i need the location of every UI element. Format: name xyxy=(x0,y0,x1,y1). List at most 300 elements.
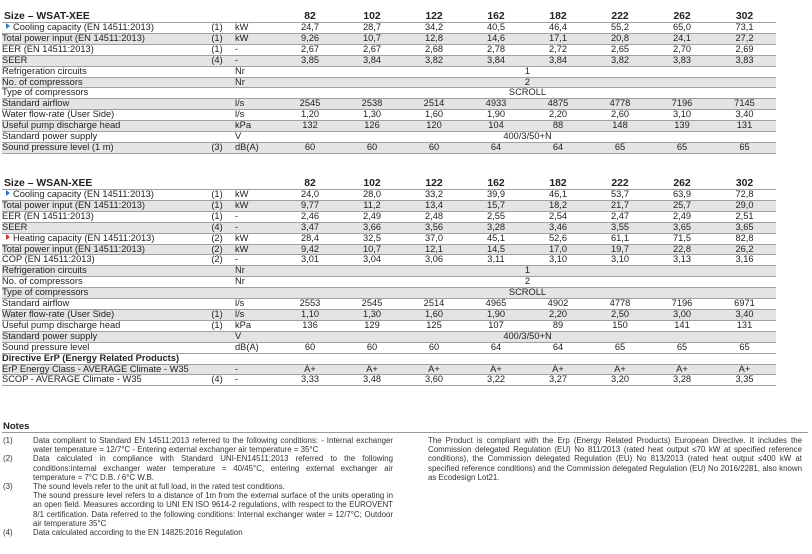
data-cell: 3,46 xyxy=(527,222,589,233)
unit-cell: - xyxy=(235,222,279,233)
row-label xyxy=(2,33,199,44)
row-label-text: EER (EN 14511:2013) xyxy=(2,211,94,221)
row-label xyxy=(2,142,199,153)
row-label xyxy=(2,288,199,299)
span-value: SCROLL xyxy=(279,288,776,299)
data-cell: 3,85 xyxy=(279,55,341,66)
data-cell: 2,67 xyxy=(341,44,403,55)
data-cell: 4965 xyxy=(465,299,527,310)
notes-list xyxy=(3,436,393,537)
data-cell: A+ xyxy=(341,364,403,375)
size-value: 262 xyxy=(651,11,713,23)
data-cell: 88 xyxy=(527,121,589,132)
note-text: The sound pressure level refers to a distance of 1m from the external surface of the units operating in an open field. Measures according to UNI EN ISO 9614-2 regulations, with respect to the EUROVENT 8/1 certification. Data referred to the following conditions: Internal exchanger water = 12/7°C; Outdoor air temperature 35°C xyxy=(33,491,393,528)
data-cell: 27,2 xyxy=(713,33,776,44)
span-value: SCROLL xyxy=(279,88,776,99)
row-label-text: SEER xyxy=(2,222,28,232)
data-cell: 2545 xyxy=(341,299,403,310)
data-cell xyxy=(651,353,713,364)
spec-row xyxy=(2,200,776,211)
note-cell xyxy=(199,132,235,143)
note-number: (4) xyxy=(3,528,13,538)
note-item xyxy=(3,454,393,482)
data-cell: 2545 xyxy=(279,99,341,110)
data-cell: 2,47 xyxy=(589,211,651,222)
data-cell: 55,2 xyxy=(589,23,651,34)
row-label xyxy=(2,66,199,77)
unit-cell: V xyxy=(235,331,279,342)
note-number xyxy=(3,491,33,528)
size-value: 222 xyxy=(589,178,651,190)
data-cell: 2,67 xyxy=(279,44,341,55)
size-value: 82 xyxy=(279,178,341,190)
directive-label: Directive ErP (Energy Related Products) xyxy=(2,353,279,364)
data-cell: 2,55 xyxy=(465,211,527,222)
row-label-text: Standard airflow xyxy=(2,298,70,309)
size-value: 262 xyxy=(651,178,713,190)
data-cell: 3,16 xyxy=(713,255,776,266)
note-cell: (4) xyxy=(199,55,235,66)
data-cell: 150 xyxy=(589,320,651,331)
data-cell: 4778 xyxy=(589,299,651,310)
data-cell xyxy=(589,353,651,364)
data-cell: 4875 xyxy=(527,99,589,110)
data-cell: 2,49 xyxy=(341,211,403,222)
data-cell: 65 xyxy=(651,142,713,153)
data-cell: 4902 xyxy=(527,299,589,310)
data-cell: 71,5 xyxy=(651,233,713,244)
data-cell: 136 xyxy=(279,320,341,331)
note-cell: (1) xyxy=(199,23,235,34)
note-cell xyxy=(199,110,235,121)
data-cell: 15,7 xyxy=(465,200,527,211)
row-label-text: Useful pump discharge head xyxy=(2,320,121,330)
spec-row-span xyxy=(2,331,776,342)
note-item xyxy=(3,491,393,528)
row-label-text: Water flow-rate (User Side) xyxy=(2,109,115,120)
note-cell: (1) xyxy=(199,200,235,211)
row-label xyxy=(2,244,199,255)
spec-row xyxy=(2,23,776,34)
notes-title: Notes xyxy=(3,421,30,432)
unit-cell: l/s xyxy=(235,299,279,310)
row-label xyxy=(2,23,199,34)
row-label-text: Type of compressors xyxy=(2,87,89,98)
unit-cell: l/s xyxy=(235,110,279,121)
data-cell: 2,51 xyxy=(713,211,776,222)
data-cell: 45,1 xyxy=(465,233,527,244)
data-cell: 132 xyxy=(279,121,341,132)
data-cell: 2,69 xyxy=(713,44,776,55)
data-cell: 1,90 xyxy=(465,110,527,121)
note-item xyxy=(3,528,393,537)
data-cell: 2553 xyxy=(279,299,341,310)
note-cell xyxy=(199,299,235,310)
note-item xyxy=(3,482,393,491)
size-value: 162 xyxy=(465,11,527,23)
data-cell: 3,84 xyxy=(341,55,403,66)
data-cell: 2,70 xyxy=(651,44,713,55)
data-cell: 60 xyxy=(341,142,403,153)
data-cell: 2,78 xyxy=(465,44,527,55)
cooling-arrow-icon xyxy=(6,190,10,196)
size-value: 302 xyxy=(713,11,776,23)
data-cell: 32,5 xyxy=(341,233,403,244)
unit-cell: kW xyxy=(235,23,279,34)
row-label xyxy=(2,211,199,222)
data-cell: 64 xyxy=(527,142,589,153)
data-cell xyxy=(465,353,527,364)
data-cell: 3,83 xyxy=(651,55,713,66)
data-cell: 14,5 xyxy=(465,244,527,255)
row-label-text: Refrigeration circuits xyxy=(2,66,87,76)
heating-arrow-icon xyxy=(6,234,10,240)
data-cell: 82,8 xyxy=(713,233,776,244)
span-value: 2 xyxy=(279,277,776,288)
data-cell: 25,7 xyxy=(651,200,713,211)
data-cell: 65 xyxy=(713,342,776,353)
data-cell: 107 xyxy=(465,320,527,331)
spec-row-span xyxy=(2,77,776,88)
note-cell: (1) xyxy=(199,211,235,222)
data-cell: 125 xyxy=(403,320,465,331)
row-label xyxy=(2,44,199,55)
data-cell: 10,7 xyxy=(341,33,403,44)
note-text: Data calculated according to the EN 14825:2016 Regulation xyxy=(33,528,243,538)
data-cell: 2514 xyxy=(403,99,465,110)
data-cell: 9,26 xyxy=(279,33,341,44)
row-label xyxy=(2,121,199,132)
data-cell: 7145 xyxy=(713,99,776,110)
data-cell: 28,7 xyxy=(341,23,403,34)
data-cell: 120 xyxy=(403,121,465,132)
size-label: Size – WSAT-XEE xyxy=(2,11,199,23)
data-cell: 1,90 xyxy=(465,309,527,320)
row-label xyxy=(2,277,199,288)
unit-cell: dB(A) xyxy=(235,342,279,353)
spec-row-span xyxy=(2,88,776,99)
data-cell: A+ xyxy=(465,364,527,375)
data-cell: 1,10 xyxy=(279,309,341,320)
data-cell: 2,46 xyxy=(279,211,341,222)
data-cell: 63,9 xyxy=(651,190,713,201)
note-cell xyxy=(199,277,235,288)
spec-row xyxy=(2,342,776,353)
data-cell: 60 xyxy=(341,342,403,353)
data-cell: 2538 xyxy=(341,99,403,110)
span-value: 400/3/50+N xyxy=(279,331,776,342)
size-header-row xyxy=(2,11,776,23)
data-cell: A+ xyxy=(713,364,776,375)
data-cell: 13,4 xyxy=(403,200,465,211)
spec-row-span xyxy=(2,266,776,277)
row-label xyxy=(2,255,199,266)
unit-cell: Nr xyxy=(235,66,279,77)
unit-cell: - xyxy=(235,55,279,66)
size-value: 182 xyxy=(527,11,589,23)
data-cell: 3,00 xyxy=(651,309,713,320)
row-label xyxy=(2,233,199,244)
data-cell: 72,8 xyxy=(713,190,776,201)
data-cell: 3,28 xyxy=(465,222,527,233)
note-number: (2) xyxy=(3,454,13,464)
data-cell: 4778 xyxy=(589,99,651,110)
data-cell: 3,83 xyxy=(713,55,776,66)
data-cell: 65,0 xyxy=(651,23,713,34)
data-cell: 1,30 xyxy=(341,309,403,320)
note-cell: (2) xyxy=(199,244,235,255)
data-cell: A+ xyxy=(651,364,713,375)
data-cell: 3,84 xyxy=(527,55,589,66)
data-cell: 2,65 xyxy=(589,44,651,55)
note-text: Data calculated in compliance with Standard UNI-EN14511:2013 referred to the following conditions:internal exchanger water temperature = 40/45°C, entering external exchanger air temperature = 7°C D.B. / 6°C W.B. xyxy=(33,454,393,482)
data-cell: 3,10 xyxy=(589,255,651,266)
data-cell: 39,9 xyxy=(465,190,527,201)
cooling-arrow-icon xyxy=(6,23,10,29)
note-cell: (1) xyxy=(199,44,235,55)
unit-cell xyxy=(235,178,279,190)
data-cell: 139 xyxy=(651,121,713,132)
data-cell: 131 xyxy=(713,320,776,331)
data-cell: 60 xyxy=(403,342,465,353)
unit-cell: kW xyxy=(235,33,279,44)
data-cell xyxy=(341,353,403,364)
data-cell: 3,84 xyxy=(465,55,527,66)
size-value: 302 xyxy=(713,178,776,190)
unit-cell: - xyxy=(235,44,279,55)
unit-cell: - xyxy=(235,364,279,375)
data-cell: 2,49 xyxy=(651,211,713,222)
row-label-text: Useful pump discharge head xyxy=(2,120,121,131)
data-cell: 3,01 xyxy=(279,255,341,266)
note-text: Data compliant to Standard EN 14511:2013 referred to the following conditions: - Internal exchanger water temperature = 12/7°C - Entering external exchanger air temperature = 35°C xyxy=(33,436,393,455)
row-label-text: Cooling capacity (EN 14511:2013) xyxy=(13,22,154,32)
row-label-text: ErP Energy Class - AVERAGE Climate - W35 xyxy=(2,364,189,374)
data-cell: 21,7 xyxy=(589,200,651,211)
data-cell: 89 xyxy=(527,320,589,331)
erp-compliance-note: The Product is compliant with the Erp (Energy Related Products) European Directive. It includes the Commission delegated Regulation (EU) No 811/2013 (rated heat output ≤70 kW at specified reference conditions), the Commission delegated Regulation (EU) No 813/2013 (rated heat output ≤400 kW at specified reference conditions) and the Commission delegated Regulation (EU) No 2016/2281, also known as Ecodesign Lot21. xyxy=(428,436,802,482)
note-cell: (2) xyxy=(199,255,235,266)
data-cell: 3,56 xyxy=(403,222,465,233)
data-cell: 3,40 xyxy=(713,110,776,121)
unit-cell xyxy=(235,88,279,99)
size-value: 82 xyxy=(279,11,341,23)
data-cell: 2,60 xyxy=(589,110,651,121)
data-cell: 33,2 xyxy=(403,190,465,201)
notes-divider xyxy=(2,432,808,433)
row-label xyxy=(2,132,199,143)
row-label xyxy=(2,200,199,211)
data-cell: 2,20 xyxy=(527,309,589,320)
spec-row xyxy=(2,222,776,233)
row-label-text: SCOP - AVERAGE Climate - W35 xyxy=(2,374,142,385)
data-cell: 3,82 xyxy=(589,55,651,66)
row-label-text: Water flow-rate (User Side) xyxy=(2,309,115,319)
unit-cell: - xyxy=(235,375,279,386)
row-label xyxy=(2,309,199,320)
data-cell: 46,1 xyxy=(527,190,589,201)
data-cell: A+ xyxy=(403,364,465,375)
unit-cell: Nr xyxy=(235,266,279,277)
data-cell: 3,65 xyxy=(651,222,713,233)
size-header-row xyxy=(2,178,776,190)
data-cell: 2,20 xyxy=(527,110,589,121)
data-cell: 34,2 xyxy=(403,23,465,34)
data-cell xyxy=(403,353,465,364)
data-cell: 3,27 xyxy=(527,375,589,386)
unit-cell: kW xyxy=(235,190,279,201)
data-cell: 104 xyxy=(465,121,527,132)
unit-cell: - xyxy=(235,255,279,266)
row-label xyxy=(2,266,199,277)
unit-cell: Nr xyxy=(235,77,279,88)
data-cell: 2,50 xyxy=(589,309,651,320)
unit-cell: l/s xyxy=(235,309,279,320)
wsat-xee-spec-table xyxy=(2,11,776,154)
data-cell: 46,4 xyxy=(527,23,589,34)
row-label-text: Cooling capacity (EN 14511:2013) xyxy=(13,189,154,199)
data-cell xyxy=(279,353,341,364)
data-cell: 18,2 xyxy=(527,200,589,211)
spec-row-span xyxy=(2,66,776,77)
data-cell: 2,48 xyxy=(403,211,465,222)
data-cell: 3,06 xyxy=(403,255,465,266)
data-cell: 12,8 xyxy=(403,33,465,44)
data-cell: 3,10 xyxy=(527,255,589,266)
data-cell: 3,10 xyxy=(651,110,713,121)
data-cell: 148 xyxy=(589,121,651,132)
spec-row xyxy=(2,244,776,255)
size-label: Size – WSAN-XEE xyxy=(2,178,199,190)
note-cell: (2) xyxy=(199,233,235,244)
data-cell: 7196 xyxy=(651,299,713,310)
data-cell: 3,55 xyxy=(589,222,651,233)
data-cell: 60 xyxy=(403,142,465,153)
spec-row xyxy=(2,320,776,331)
row-label xyxy=(2,190,199,201)
data-cell: 60 xyxy=(279,342,341,353)
note-cell xyxy=(199,288,235,299)
data-cell: 9,77 xyxy=(279,200,341,211)
directive-row xyxy=(2,353,776,364)
unit-cell: kW xyxy=(235,233,279,244)
row-label-text: Heating capacity (EN 14511:2013) xyxy=(13,233,155,243)
row-label xyxy=(2,110,199,121)
data-cell: 9,42 xyxy=(279,244,341,255)
data-cell: 3,28 xyxy=(651,375,713,386)
data-cell: 1,20 xyxy=(279,110,341,121)
row-label-text: EER (EN 14511:2013) xyxy=(2,44,94,54)
spec-row xyxy=(2,33,776,44)
data-cell: 61,1 xyxy=(589,233,651,244)
data-cell: 1,60 xyxy=(403,110,465,121)
span-value: 1 xyxy=(279,66,776,77)
data-cell: 20,8 xyxy=(589,33,651,44)
note-cell xyxy=(199,88,235,99)
row-label-text: Total power input (EN 14511:2013) xyxy=(2,33,145,43)
row-label-text: Total power input (EN 14511:2013) xyxy=(2,200,145,210)
row-label-text: Sound pressure level (1 m) xyxy=(2,142,114,152)
unit-cell: kPa xyxy=(235,121,279,132)
spec-row xyxy=(2,309,776,320)
note-cell: (3) xyxy=(199,142,235,153)
data-cell: 12,1 xyxy=(403,244,465,255)
data-cell: 24,7 xyxy=(279,23,341,34)
row-label-text: SEER xyxy=(2,55,28,65)
row-label xyxy=(2,88,199,99)
spec-row xyxy=(2,44,776,55)
data-cell: A+ xyxy=(279,364,341,375)
note-cell: (1) xyxy=(199,33,235,44)
data-cell: 3,04 xyxy=(341,255,403,266)
data-cell: 64 xyxy=(465,142,527,153)
data-cell: 28,4 xyxy=(279,233,341,244)
data-cell: 24,0 xyxy=(279,190,341,201)
unit-cell xyxy=(235,11,279,23)
note-cell: (4) xyxy=(199,375,235,386)
data-cell: 3,47 xyxy=(279,222,341,233)
spec-row xyxy=(2,190,776,201)
note-text: The sound levels refer to the unit at full load, in the rated test conditions. xyxy=(33,482,285,492)
data-cell: 3,40 xyxy=(713,309,776,320)
data-cell: 40,5 xyxy=(465,23,527,34)
data-cell: 73,1 xyxy=(713,23,776,34)
data-cell xyxy=(713,353,776,364)
data-cell: 3,33 xyxy=(279,375,341,386)
row-label-text: Standard power supply xyxy=(2,131,98,142)
spec-row xyxy=(2,364,776,375)
unit-cell xyxy=(235,288,279,299)
unit-cell: Nr xyxy=(235,277,279,288)
data-cell: 22,8 xyxy=(651,244,713,255)
spec-row xyxy=(2,99,776,110)
size-value: 102 xyxy=(341,178,403,190)
data-cell: 65 xyxy=(589,142,651,153)
data-cell: 10,7 xyxy=(341,244,403,255)
size-value: 102 xyxy=(341,11,403,23)
data-cell: 3,35 xyxy=(713,375,776,386)
spec-row xyxy=(2,299,776,310)
data-cell: A+ xyxy=(527,364,589,375)
row-label xyxy=(2,55,199,66)
wsan-xee-spec-table xyxy=(2,178,776,386)
note-cell xyxy=(199,66,235,77)
row-label-text: Sound pressure level xyxy=(2,342,90,352)
unit-cell: kW xyxy=(235,200,279,211)
spec-row-span xyxy=(2,277,776,288)
data-cell: 3,48 xyxy=(341,375,403,386)
data-cell: 6971 xyxy=(713,299,776,310)
data-cell: 52,6 xyxy=(527,233,589,244)
row-label-text: Standard airflow xyxy=(2,98,70,109)
data-cell: 3,82 xyxy=(403,55,465,66)
spec-row xyxy=(2,375,776,386)
spec-row xyxy=(2,233,776,244)
data-cell: 64 xyxy=(465,342,527,353)
spec-row-span xyxy=(2,288,776,299)
data-cell: 4933 xyxy=(465,99,527,110)
data-cell: 26,2 xyxy=(713,244,776,255)
data-cell: 2514 xyxy=(403,299,465,310)
spec-row xyxy=(2,110,776,121)
data-cell: 3,13 xyxy=(651,255,713,266)
spec-row xyxy=(2,142,776,153)
row-label xyxy=(2,342,199,353)
note-cell xyxy=(199,77,235,88)
data-cell: 129 xyxy=(341,320,403,331)
spec-row xyxy=(2,121,776,132)
note-cell xyxy=(199,364,235,375)
